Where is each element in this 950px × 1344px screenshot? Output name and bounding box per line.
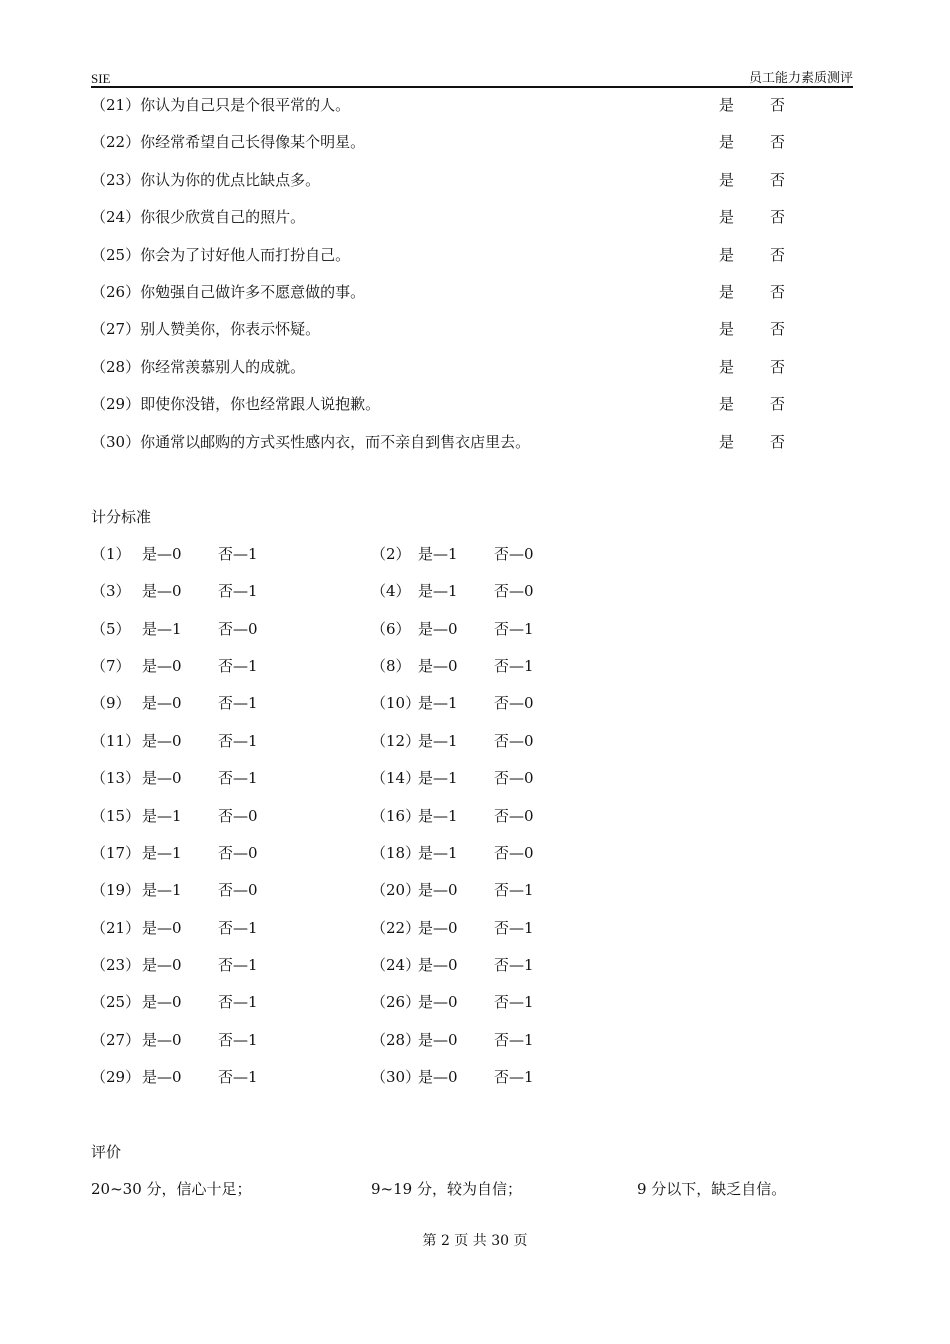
scoring-item-number: （3） — [91, 582, 131, 600]
scoring-item-number: （4） — [371, 582, 411, 600]
answer-no-option[interactable]: 否 — [770, 171, 786, 189]
answer-yes-option[interactable]: 是 — [719, 171, 735, 189]
answer-no-option[interactable]: 否 — [770, 395, 786, 413]
scoring-yes-score: 是—0 — [142, 993, 182, 1011]
answer-yes-option[interactable]: 是 — [719, 395, 735, 413]
scoring-item-number: （1） — [91, 545, 131, 563]
question-row — [91, 281, 801, 303]
scoring-yes-score: 是—0 — [142, 582, 182, 600]
question-row — [91, 431, 801, 453]
scoring-item-number: （15） — [91, 807, 141, 825]
scoring-item-number: （18） — [371, 844, 421, 862]
scoring-no-score: 否—1 — [218, 919, 258, 937]
scoring-no-score: 否—1 — [218, 1068, 258, 1086]
scoring-item-number: （11） — [91, 732, 141, 750]
scoring-item-number: （17） — [91, 844, 141, 862]
scoring-item-number: （22） — [371, 919, 421, 937]
answer-yes-option[interactable]: 是 — [719, 246, 735, 264]
scoring-item-number: （23） — [91, 956, 141, 974]
scoring-no-score: 否—0 — [494, 582, 534, 600]
question-text: （25）你会为了讨好他人而打扮自己。 — [91, 246, 351, 264]
answer-no-option[interactable]: 否 — [770, 320, 786, 338]
scoring-yes-score: 是—0 — [418, 919, 458, 937]
scoring-no-score: 否—1 — [218, 732, 258, 750]
scoring-no-score: 否—1 — [494, 1068, 534, 1086]
scoring-yes-score: 是—1 — [142, 807, 182, 825]
question-text: （26）你勉强自己做许多不愿意做的事。 — [91, 283, 366, 301]
scoring-yes-score: 是—1 — [418, 732, 458, 750]
scoring-no-score: 否—0 — [218, 881, 258, 899]
scoring-item-number: （25） — [91, 993, 141, 1011]
answer-yes-option[interactable]: 是 — [719, 96, 735, 114]
scoring-no-score: 否—1 — [494, 956, 534, 974]
scoring-no-score: 否—1 — [218, 993, 258, 1011]
question-text: （21）你认为自己只是个很平常的人。 — [91, 96, 351, 114]
answer-yes-option[interactable]: 是 — [719, 283, 735, 301]
question-text: （29）即使你没错，你也经常跟人说抱歉。 — [91, 395, 381, 413]
scoring-item-number: （30） — [371, 1068, 421, 1086]
evaluation-low: 9 分以下，缺乏自信。 — [637, 1180, 787, 1198]
answer-no-option[interactable]: 否 — [770, 433, 786, 451]
scoring-row — [91, 1029, 591, 1051]
answer-no-option[interactable]: 否 — [770, 283, 786, 301]
scoring-row — [91, 805, 591, 827]
answer-no-option[interactable]: 否 — [770, 96, 786, 114]
scoring-no-score: 否—0 — [494, 732, 534, 750]
scoring-yes-score: 是—1 — [418, 769, 458, 787]
scoring-item-number: （12） — [371, 732, 421, 750]
scoring-no-score: 否—1 — [494, 993, 534, 1011]
scoring-no-score: 否—0 — [494, 545, 534, 563]
question-text: （23）你认为你的优点比缺点多。 — [91, 171, 321, 189]
scoring-item-number: （26） — [371, 993, 421, 1011]
header-right-title: 员工能力素质测评 — [748, 71, 853, 86]
scoring-no-score: 否—0 — [494, 694, 534, 712]
question-text: （22）你经常希望自己长得像某个明星。 — [91, 133, 366, 151]
scoring-yes-score: 是—1 — [418, 545, 458, 563]
scoring-row — [91, 730, 591, 752]
scoring-yes-score: 是—1 — [418, 582, 458, 600]
question-row — [91, 94, 801, 116]
scoring-row — [91, 991, 591, 1013]
scoring-item-number: （24） — [371, 956, 421, 974]
scoring-no-score: 否—0 — [494, 769, 534, 787]
scoring-no-score: 否—1 — [494, 919, 534, 937]
scoring-item-number: （28） — [371, 1031, 421, 1049]
evaluation-high: 20~30 分，信心十足； — [91, 1180, 252, 1198]
scoring-yes-score: 是—0 — [142, 1068, 182, 1086]
answer-no-option[interactable]: 否 — [770, 246, 786, 264]
scoring-no-score: 否—0 — [494, 807, 534, 825]
scoring-item-number: （13） — [91, 769, 141, 787]
scoring-yes-score: 是—0 — [142, 1031, 182, 1049]
scoring-yes-score: 是—1 — [142, 844, 182, 862]
scoring-yes-score: 是—0 — [418, 881, 458, 899]
scoring-yes-score: 是—0 — [142, 657, 182, 675]
answer-no-option[interactable]: 否 — [770, 133, 786, 151]
scoring-yes-score: 是—0 — [142, 769, 182, 787]
scoring-row — [91, 842, 591, 864]
scoring-item-number: （16） — [371, 807, 421, 825]
scoring-yes-score: 是—1 — [418, 694, 458, 712]
answer-yes-option[interactable]: 是 — [719, 358, 735, 376]
question-row — [91, 393, 801, 415]
scoring-yes-score: 是—1 — [142, 620, 182, 638]
question-text: （30）你通常以邮购的方式买性感内衣，而不亲自到售衣店里去。 — [91, 433, 531, 451]
answer-yes-option[interactable]: 是 — [719, 133, 735, 151]
scoring-no-score: 否—0 — [218, 844, 258, 862]
answer-no-option[interactable]: 否 — [770, 358, 786, 376]
scoring-item-number: （14） — [371, 769, 421, 787]
question-row — [91, 244, 801, 266]
scoring-row — [91, 655, 591, 677]
question-row — [91, 131, 801, 153]
page-header — [91, 72, 853, 88]
question-row — [91, 169, 801, 191]
scoring-item-number: （21） — [91, 919, 141, 937]
scoring-yes-score: 是—0 — [142, 545, 182, 563]
scoring-no-score: 否—1 — [494, 657, 534, 675]
scoring-no-score: 否—1 — [218, 769, 258, 787]
scoring-row — [91, 543, 591, 565]
scoring-no-score: 否—0 — [494, 844, 534, 862]
scoring-no-score: 否—1 — [218, 956, 258, 974]
scoring-item-number: （19） — [91, 881, 141, 899]
scoring-item-number: （20） — [371, 881, 421, 899]
header-left-label: SIE — [91, 71, 111, 86]
scoring-title: 计分标准 — [91, 508, 152, 526]
scoring-yes-score: 是—0 — [418, 620, 458, 638]
scoring-yes-score: 是—0 — [142, 956, 182, 974]
scoring-item-number: （9） — [91, 694, 131, 712]
scoring-row — [91, 618, 591, 640]
scoring-yes-score: 是—0 — [418, 956, 458, 974]
scoring-no-score: 否—1 — [218, 657, 258, 675]
evaluation-row — [91, 1178, 853, 1200]
scoring-yes-score: 是—0 — [418, 1031, 458, 1049]
scoring-yes-score: 是—0 — [418, 1068, 458, 1086]
scoring-row — [91, 580, 591, 602]
scoring-yes-score: 是—0 — [142, 694, 182, 712]
evaluation-title: 评价 — [91, 1143, 122, 1161]
scoring-no-score: 否—1 — [218, 694, 258, 712]
question-row — [91, 318, 801, 340]
question-text: （27）别人赞美你，你表示怀疑。 — [91, 320, 321, 338]
question-text: （28）你经常羡慕别人的成就。 — [91, 358, 306, 376]
scoring-item-number: （29） — [91, 1068, 141, 1086]
scoring-yes-score: 是—0 — [142, 919, 182, 937]
page-number: 第 2 页 共 30 页 — [422, 1233, 528, 1249]
scoring-item-number: （7） — [91, 657, 131, 675]
evaluation-mid: 9~19 分，较为自信； — [371, 1180, 522, 1198]
scoring-yes-score: 是—0 — [142, 732, 182, 750]
scoring-yes-score: 是—0 — [418, 657, 458, 675]
scoring-item-number: （6） — [371, 620, 411, 638]
scoring-row — [91, 767, 591, 789]
answer-no-option[interactable]: 否 — [770, 208, 786, 226]
question-text: （24）你很少欣赏自己的照片。 — [91, 208, 306, 226]
scoring-no-score: 否—1 — [218, 582, 258, 600]
scoring-yes-score: 是—0 — [418, 993, 458, 1011]
scoring-no-score: 否—1 — [494, 620, 534, 638]
scoring-yes-score: 是—1 — [142, 881, 182, 899]
scoring-no-score: 否—0 — [218, 807, 258, 825]
scoring-row — [91, 917, 591, 939]
scoring-row — [91, 692, 591, 714]
scoring-yes-score: 是—1 — [418, 844, 458, 862]
scoring-item-number: （10） — [371, 694, 421, 712]
answer-yes-option[interactable]: 是 — [719, 208, 735, 226]
question-row — [91, 206, 801, 228]
scoring-no-score: 否—0 — [218, 620, 258, 638]
scoring-item-number: （2） — [371, 545, 411, 563]
scoring-row — [91, 879, 591, 901]
answer-yes-option[interactable]: 是 — [719, 320, 735, 338]
scoring-item-number: （5） — [91, 620, 131, 638]
question-row — [91, 356, 801, 378]
scoring-no-score: 否—1 — [218, 545, 258, 563]
scoring-row — [91, 954, 591, 976]
scoring-no-score: 否—1 — [494, 1031, 534, 1049]
scoring-item-number: （27） — [91, 1031, 141, 1049]
scoring-yes-score: 是—1 — [418, 807, 458, 825]
scoring-no-score: 否—1 — [494, 881, 534, 899]
answer-yes-option[interactable]: 是 — [719, 433, 735, 451]
scoring-no-score: 否—1 — [218, 1031, 258, 1049]
scoring-item-number: （8） — [371, 657, 411, 675]
scoring-row — [91, 1066, 591, 1088]
